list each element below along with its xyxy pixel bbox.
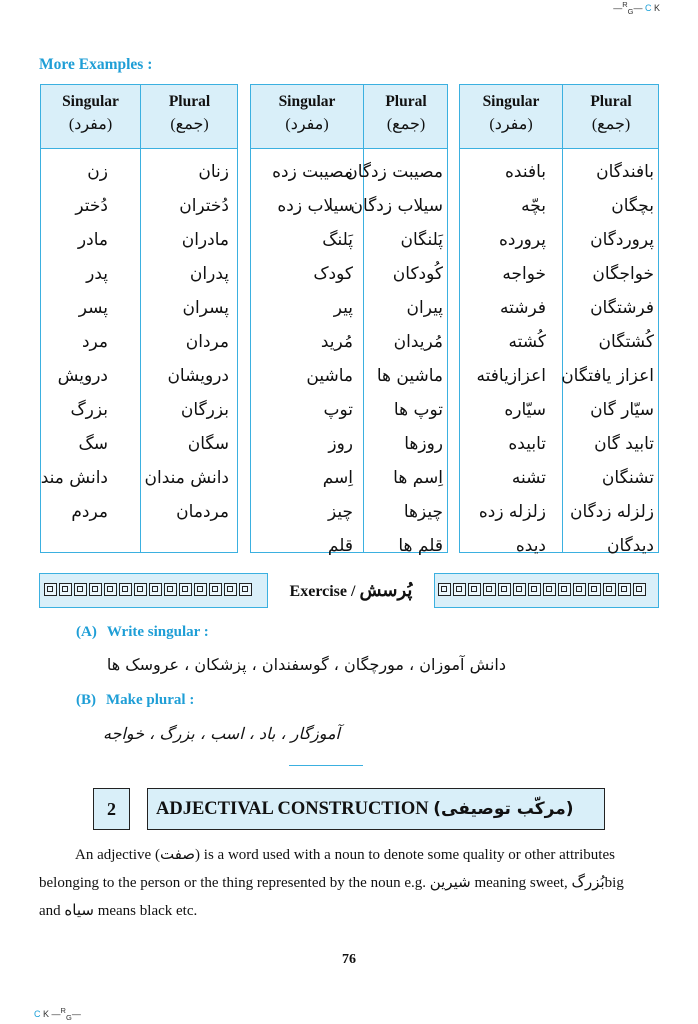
singular-cell: سگ: [78, 434, 108, 454]
greek-key-ornament: [194, 583, 207, 596]
header-plural: [140, 85, 239, 148]
table-row: [41, 291, 237, 325]
word-table-2: [250, 84, 448, 556]
header-label-en: Plural: [590, 93, 632, 110]
table-row: [41, 359, 237, 393]
greek-key-ornament: [453, 583, 466, 596]
singular-cell: اعزازیافته: [476, 366, 546, 386]
singular-cell: مادر: [77, 230, 108, 250]
exercise-title-en: Exercise /: [289, 583, 356, 600]
singular-cell: زن: [87, 162, 108, 182]
greek-key-ornament: [89, 583, 102, 596]
table-row: [251, 461, 447, 495]
word-table-1: [40, 84, 238, 553]
singular-cell: دیده: [515, 536, 546, 556]
greek-key-ornament: [468, 583, 481, 596]
singular-cell: کودک: [313, 264, 353, 284]
table-row: [41, 325, 237, 359]
reg-letter: G: [65, 1013, 72, 1022]
singular-cell: درویش: [57, 366, 108, 386]
para-text: means black etc.: [97, 903, 198, 919]
exercise-part-a-words: دانش آموزان ، مورچگان ، گوسفندان ، پزشکان ، عروسک ها: [106, 655, 506, 674]
greek-key-ornament: [543, 583, 556, 596]
greek-key-ornament: [164, 583, 177, 596]
greek-key-border-right: [438, 583, 646, 596]
header-singular: [460, 85, 562, 148]
greek-key-ornament: [44, 583, 57, 596]
para-persian-word: بُزرگ: [571, 873, 605, 891]
singular-cell: دانش مند: [40, 468, 108, 488]
table-row: [460, 461, 658, 495]
table-row: [251, 223, 447, 257]
singular-cell: فرشته: [500, 298, 546, 318]
para-text: big: [604, 875, 624, 891]
greek-key-ornament: [119, 583, 132, 596]
header-plural: [363, 85, 449, 148]
part-a-text: Write singular :: [106, 624, 209, 640]
greek-key-ornament: [179, 583, 192, 596]
plural-cell: سیّار گان: [590, 400, 654, 420]
section-title-fa: (مرکّب توصیفی): [433, 799, 574, 819]
reg-letter: R: [60, 1006, 66, 1016]
registration-mark-bottom: C K —$^R_G$—: [34, 1006, 81, 1022]
table-row: [251, 529, 447, 563]
plural-cell: روزها: [404, 434, 443, 454]
greek-key-ornament: [498, 583, 511, 596]
singular-cell: سیلاب زده: [277, 196, 353, 216]
table-row: [41, 393, 237, 427]
plural-cell: دیدگان: [607, 536, 654, 556]
greek-key-ornament: [618, 583, 631, 596]
page-number: 76: [342, 952, 356, 967]
header-label-fa: (مفرد): [285, 116, 329, 133]
greek-key-ornament: [633, 583, 646, 596]
plural-cell: مردمان: [176, 502, 229, 522]
section-number: 2: [93, 788, 130, 830]
singular-cell: توپ: [323, 400, 353, 420]
table-row: [251, 359, 447, 393]
table-row: [251, 291, 447, 325]
plural-cell: قلم ها: [398, 536, 443, 556]
greek-key-ornament: [134, 583, 147, 596]
plural-cell: مصیبت زدگان: [345, 162, 443, 182]
singular-cell: مُرید: [320, 332, 353, 352]
header-singular: [41, 85, 140, 148]
plural-cell: بزرگان: [180, 400, 229, 420]
section-title-en: ADJECTIVAL CONSTRUCTION: [156, 799, 429, 819]
paragraph-line-2: [39, 868, 661, 897]
table-row: [41, 427, 237, 461]
singular-cell: پرورده: [498, 230, 546, 250]
singular-cell: مصیبت زده: [272, 162, 353, 182]
singular-cell: پسر: [78, 298, 108, 318]
reg-letter: C: [644, 3, 652, 13]
plural-cell: مادران: [181, 230, 229, 250]
paragraph-line-1: [39, 840, 661, 869]
singular-cell: بافنده: [505, 162, 546, 182]
table-row: [460, 155, 658, 189]
exercise-part-a-label: [76, 624, 209, 641]
greek-key-ornament: [209, 583, 222, 596]
singular-cell: سیّاره: [504, 400, 546, 420]
section-title: [147, 788, 605, 830]
singular-cell: پدر: [86, 264, 108, 284]
table-row: [251, 427, 447, 461]
greek-key-ornament: [74, 583, 87, 596]
part-a-tag: (A): [76, 624, 97, 640]
para-persian-word: سیاه: [64, 901, 94, 919]
plural-cell: اعزاز یافتگان: [561, 366, 654, 386]
plural-cell: چیزها: [403, 502, 443, 522]
reg-letter: G: [627, 6, 634, 16]
plural-cell: کُشتگان: [598, 332, 654, 352]
more-examples-heading: More Examples :: [39, 56, 153, 73]
table-row: [251, 257, 447, 291]
table-row: [41, 155, 237, 189]
singular-cell: تشنه: [511, 468, 546, 488]
plural-cell: خواجگان: [592, 264, 654, 284]
table-row: [251, 189, 447, 223]
plural-cell: دُختران: [179, 196, 229, 216]
header-label-en: Plural: [385, 93, 427, 110]
greek-key-ornament: [224, 583, 237, 596]
singular-cell: بزرگ: [70, 400, 108, 420]
plural-cell: تشنگان: [601, 468, 654, 488]
plural-cell: ماشین ها: [376, 366, 443, 386]
greek-key-ornament: [528, 583, 541, 596]
table-row: [41, 257, 237, 291]
paragraph-line-3: [39, 896, 661, 925]
para-persian-word: شیرین: [429, 873, 471, 891]
part-b-tag: (B): [76, 692, 96, 708]
exercise-banner: [39, 573, 659, 608]
table-row: [460, 189, 658, 223]
table-row: [460, 223, 658, 257]
plural-cell: پروردگان: [590, 230, 654, 250]
singular-cell: ماشین: [306, 366, 353, 386]
header-plural: [562, 85, 660, 148]
para-persian-word: صفت: [159, 845, 196, 863]
table-row: [251, 325, 447, 359]
greek-key-ornament: [59, 583, 72, 596]
table-row: [251, 393, 447, 427]
singular-cell: خواجه: [502, 264, 546, 284]
singular-cell: قلم: [327, 536, 353, 556]
para-text: An adjective (: [75, 847, 160, 863]
plural-cell: فرشتگان: [590, 298, 654, 318]
plural-cell: سیلاب زدگان: [350, 196, 443, 216]
plural-cell: سگان: [187, 434, 229, 454]
table-row: [41, 223, 237, 257]
table-row: [41, 461, 237, 495]
greek-key-ornament: [558, 583, 571, 596]
greek-key-ornament: [104, 583, 117, 596]
para-text: belonging to the person or the thing represented by the noun e.g.: [39, 875, 426, 891]
greek-key-ornament: [483, 583, 496, 596]
reg-letter: C: [34, 1009, 41, 1020]
plural-cell: دانش مندان: [144, 468, 229, 488]
greek-key-ornament: [239, 583, 252, 596]
plural-cell: بافندگان: [596, 162, 654, 182]
singular-cell: مرد: [81, 332, 108, 352]
exercise-part-b-label: [76, 692, 194, 709]
greek-key-ornament: [573, 583, 586, 596]
plural-cell: مُریدان: [393, 332, 443, 352]
plural-cell: درویشان: [167, 366, 229, 386]
exercise-part-b-words: آموزگار ، باد ، اسب ، بزرگ ، خواجه: [103, 724, 340, 743]
plural-cell: زلزله زدگان: [569, 502, 654, 522]
singular-cell: دُختر: [75, 196, 108, 216]
greek-key-ornament: [513, 583, 526, 596]
header-label-fa: (مفرد): [489, 116, 533, 133]
registration-mark-top: —$^R_G$— C K: [613, 0, 660, 16]
exercise-title-fa: پُرسش: [359, 580, 413, 600]
table-row: [460, 325, 658, 359]
table-row: [460, 529, 658, 563]
table-row: [251, 495, 447, 529]
header-label-en: Singular: [482, 93, 540, 110]
plural-cell: پَلنگان: [400, 230, 443, 250]
table-row: [460, 291, 658, 325]
reg-letter: K: [653, 3, 660, 13]
singular-cell: کُشته: [508, 332, 546, 352]
table-row: [460, 359, 658, 393]
header-label-en: Plural: [168, 93, 211, 110]
reg-letter: K: [43, 1009, 50, 1020]
header-label-en: Singular: [62, 93, 119, 110]
plural-cell: بچگان: [611, 196, 654, 216]
plural-cell: کُودکان: [392, 264, 443, 284]
table-row: [460, 393, 658, 427]
para-text: ) is a word used with a noun to denote some quality or other attributes: [195, 847, 615, 863]
reg-letter: R: [622, 0, 628, 9]
singular-cell: اِسم: [322, 468, 353, 488]
greek-key-ornament: [588, 583, 601, 596]
table-row: [41, 495, 237, 529]
plural-cell: پیران: [406, 298, 443, 318]
singular-cell: زلزله زده: [478, 502, 546, 522]
para-text: and: [39, 903, 61, 919]
header-label-fa: (جمع): [170, 116, 209, 133]
plural-cell: تابید گان: [594, 434, 654, 454]
singular-cell: چیز: [327, 502, 353, 522]
divider-rule: [289, 765, 363, 766]
header-label-fa: (مفرد): [68, 116, 113, 133]
word-table-3: [459, 84, 659, 556]
singular-cell: پَلنگ: [322, 230, 353, 250]
para-text: meaning sweet,: [474, 875, 568, 891]
greek-key-ornament: [149, 583, 162, 596]
part-b-text: Make plural :: [106, 692, 195, 708]
greek-key-ornament: [438, 583, 451, 596]
header-label-fa: (جمع): [386, 116, 426, 133]
plural-cell: زنان: [198, 162, 229, 182]
exercise-title: [267, 573, 435, 608]
singular-cell: روز: [328, 434, 353, 454]
table-row: [41, 189, 237, 223]
table-row: [251, 155, 447, 189]
singular-cell: مردم: [71, 502, 108, 522]
plural-cell: مردان: [185, 332, 229, 352]
table-row: [460, 495, 658, 529]
singular-cell: تابیده: [508, 434, 546, 454]
header-singular: [251, 85, 363, 148]
plural-cell: اِسم ها: [393, 468, 443, 488]
table-row: [460, 427, 658, 461]
plural-cell: پدران: [189, 264, 229, 284]
greek-key-ornament: [603, 583, 616, 596]
greek-key-border-left: [44, 583, 252, 596]
table-row: [460, 257, 658, 291]
header-label-en: Singular: [278, 93, 336, 110]
singular-cell: بچّه: [521, 196, 546, 216]
plural-cell: پسران: [182, 298, 229, 318]
header-label-fa: (جمع): [591, 116, 631, 133]
plural-cell: توپ ها: [393, 400, 443, 420]
singular-cell: پیر: [333, 298, 353, 318]
